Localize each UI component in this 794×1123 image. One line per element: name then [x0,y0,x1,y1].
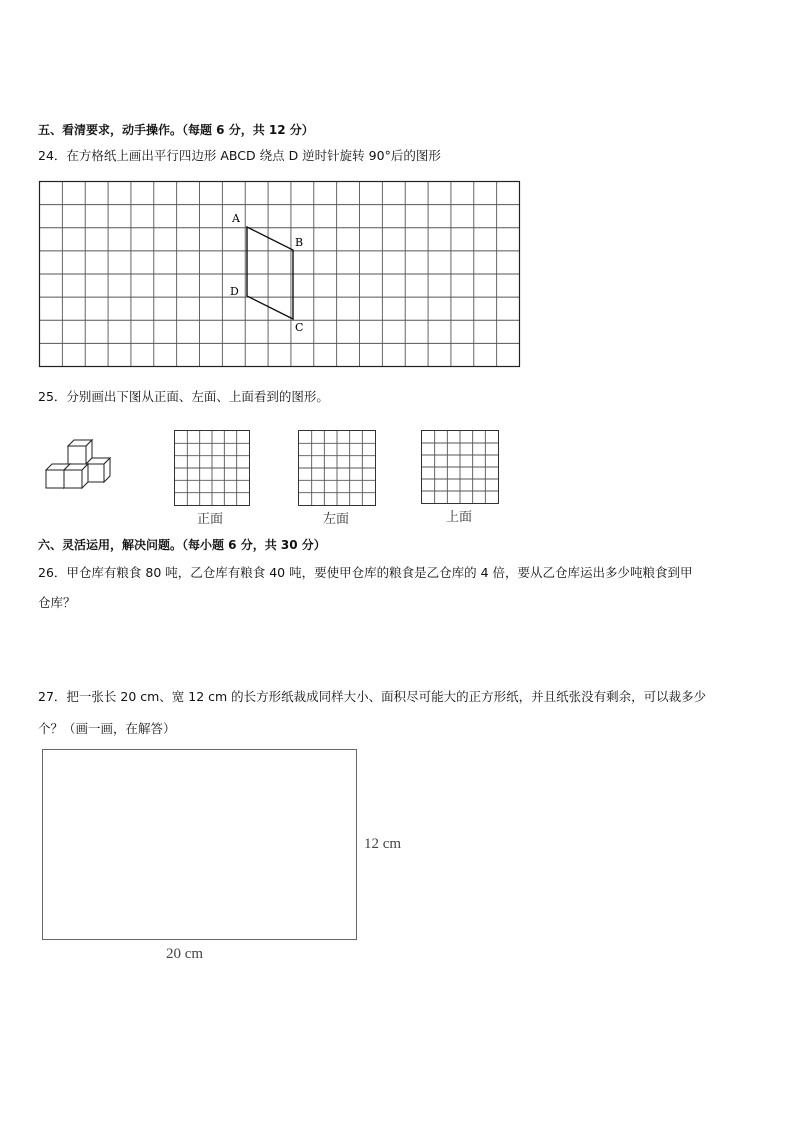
question-26-line-2: 仓库？ [38,595,76,610]
question-27-line-2: 个？（画一画，在解答） [38,721,176,736]
front-view-grid[interactable] [174,430,250,506]
vertex-label-d: D [230,285,239,298]
left-view-grid[interactable] [298,430,376,506]
front-view-grid-lines [175,431,249,505]
section-6-heading: 六、灵活运用，解决问题。（每小题 6 分，共 30 分） [38,538,326,552]
q24-grid-figure [38,180,522,368]
vertex-label-c: C [295,321,304,334]
top-view-caption: 上面 [446,510,473,525]
q24-grid-lines [40,182,520,367]
vertex-label-b: B [295,236,304,249]
question-24-text: 24．在方格纸上画出平行四边形 ABCD 绕点 D 逆时针旋转 90°后的图形 [38,148,441,163]
parallelogram-abcd [247,227,293,319]
top-view-grid-lines [422,431,498,503]
rectangle-paper[interactable] [42,749,357,940]
left-view-caption: 左面 [323,512,350,527]
front-view-caption: 正面 [197,512,224,527]
question-26-line-1: 26．甲仓库有粮食 80 吨，乙仓库有粮食 40 吨，要使甲仓库的粮食是乙仓库的 4 倍，要从乙仓库运出多少吨粮食到甲 [38,565,693,580]
question-25-text: 25．分别画出下图从正面、左面、上面看到的图形。 [38,389,329,404]
vertex-label-a: A [232,212,240,225]
left-view-grid-lines [299,431,375,505]
question-27-line-1: 27．把一张长 20 cm、宽 12 cm 的长方形纸裁成同样大小、面积尽可能大的正方形纸，并且纸张没有剩余，可以裁多少 [38,689,707,704]
cube-stack-figure [40,432,125,502]
section-5-heading: 五、看清要求，动手操作。（每题 6 分，共 12 分） [38,123,314,137]
width-label: 20 cm [166,946,204,962]
top-view-grid[interactable] [421,430,499,504]
height-label: 12 cm [364,836,402,852]
